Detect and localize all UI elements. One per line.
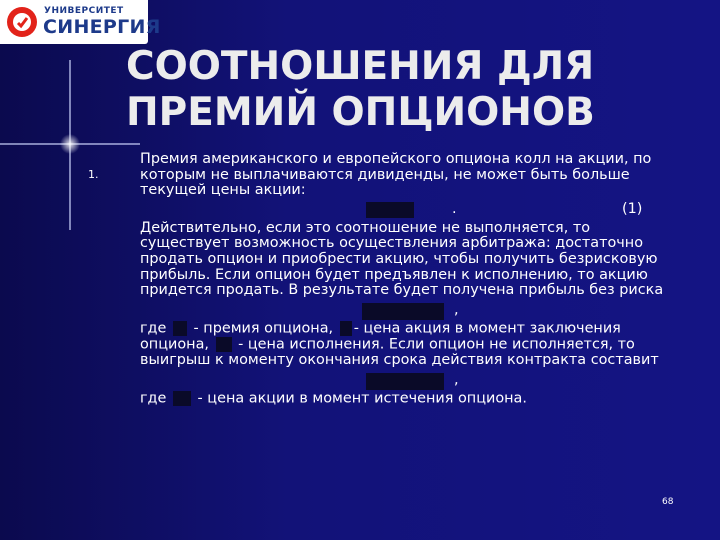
- paragraph-3: [140, 321, 680, 369]
- paragraph-2: Действительно, если это соотношение не выполняется, то существует возможность осуществления арбитража: достаточно продать опцион и приобрести акцию, чтобы получить безрисковую прибыль. Если опцион будет предъявлен к исполнению, то акцию придется продать. В результате будет получена прибыль без риска: [140, 219, 664, 299]
- paragraph-4: [140, 391, 680, 407]
- where-1-stock-price: - цена акция в момент заключения опциона,: [140, 320, 621, 353]
- paragraph-1: Премия американского и европейского опциона колл на акции, по которым не выплачиваются дивиденды, не может быть больше текущей цены акции:: [140, 151, 652, 199]
- formula-3-row: [140, 369, 680, 391]
- formula-1-row: [140, 199, 680, 221]
- where-1-premium: - премия опциона,: [193, 320, 334, 337]
- slide-body: [140, 152, 680, 407]
- formula-3-comma: ,: [454, 371, 459, 388]
- logo-text-university: УНИВЕРСИТЕТ: [44, 6, 124, 16]
- premium-symbol-image: [173, 321, 187, 336]
- sparkle-decoration: [0, 60, 140, 230]
- where-1-strike-price: - цена исполнения. Если опцион не исполняется, то выигрыш к моменту окончания срока действия контракта составит: [140, 336, 659, 368]
- list-marker: 1.: [88, 168, 99, 181]
- formula-1-dot: .: [452, 200, 457, 217]
- logo-text-synergy: СИНЕРГИЯ: [43, 16, 161, 38]
- formula-1-number: (1): [622, 200, 643, 217]
- where-2-expiry-price: - цена акции в момент истечения опциона.: [197, 390, 527, 407]
- expiry-price-symbol-image: [173, 391, 191, 406]
- slide-title-line1: СООТНОШЕНИЯ ДЛЯ: [126, 44, 595, 89]
- where-2-label: где: [140, 390, 167, 407]
- university-logo: [0, 0, 161, 44]
- formula-2-row: [140, 299, 680, 321]
- formula-1-image: [366, 202, 414, 218]
- formula-3-image: [366, 373, 444, 390]
- synergy-logo-icon: [6, 6, 38, 38]
- where-1-label: где: [140, 320, 167, 337]
- slide-title-line2: ПРЕМИЙ ОПЦИОНОВ: [126, 90, 595, 135]
- slide-title: [126, 44, 595, 136]
- stock-price-symbol-image: [340, 321, 352, 336]
- formula-2-image: [362, 303, 444, 320]
- strike-price-symbol-image: [216, 337, 232, 352]
- page-number: 68: [662, 497, 674, 507]
- formula-2-comma: ,: [454, 301, 459, 318]
